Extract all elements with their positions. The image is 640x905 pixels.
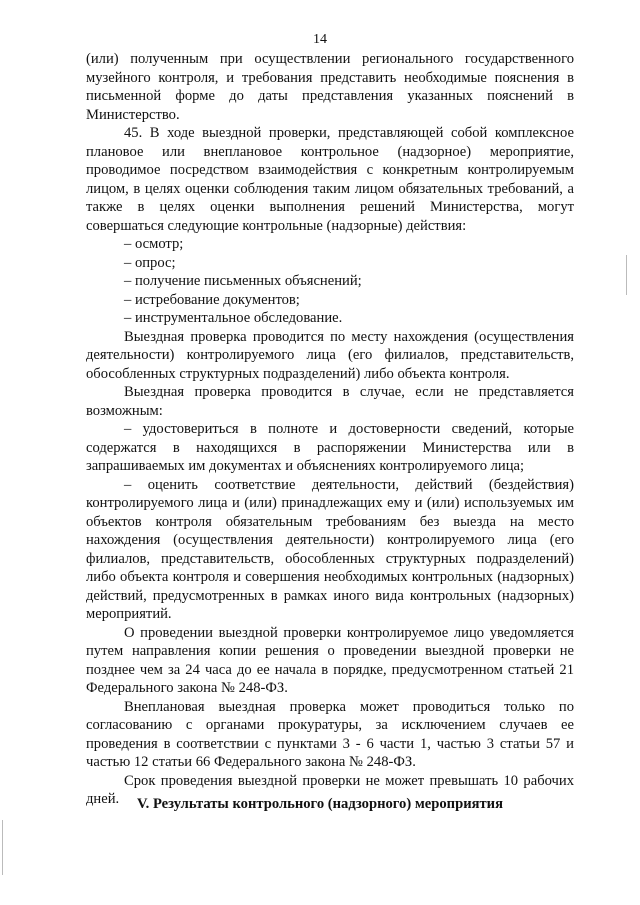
scan-margin-mark — [2, 820, 3, 875]
page-number: 14 — [313, 32, 327, 47]
actions-list — [86, 235, 574, 328]
list-item: – истребование документов; — [124, 291, 300, 308]
paragraph-continuation: (или) полученным при осуществлении регионального государственного музейного контроля, и требования представить необходимые пояснения в письменной форме до даты представления указанных пояснений в Министерство. — [86, 51, 574, 123]
list-item: – получение письменных объяснений; — [124, 273, 362, 289]
document-body — [86, 50, 574, 809]
list-item: – опрос; — [124, 254, 176, 271]
paragraph-45: 45. В ходе выездной проверки, представляющей собой комплексное плановое или внеплановое контрольное (надзорное) мероприятие, проводимое посредством взаимодействия с конкретным контролируемым лицом, в целях оценки соблюдения таким лицом обязательных требований, а также в целях оценки выполнения решений Министерства, могут совершаться следующие контрольные (надзорные) действия: — [86, 125, 574, 234]
paragraph-duration: Срок проведения выездной проверки не может превышать 10 рабочих дней. — [86, 772, 574, 807]
scan-margin-mark — [626, 255, 627, 295]
paragraph-notification: О проведении выездной проверки контролируемое лицо уведомляется путем направления копии решения о проведении выездной проверки не позднее чем за 24 часа до ее начала в порядке, предусмотренном статьей 21 Федерального закона № 248-ФЗ. — [86, 624, 574, 696]
list-item: – осмотр; — [124, 236, 184, 252]
paragraph-conditions: Выездная проверка проводится в случае, если не представляется возможным: — [86, 384, 574, 419]
list-item: – инструментальное обследование. — [124, 310, 343, 326]
paragraph-condition-verify: – удостовериться в полноте и достоверности сведений, которые содержатся в находящихся в распоряжении Министерства или в запрашиваемых им документах и объяснениях контролируемого лица; — [86, 421, 574, 474]
paragraph-condition-assess: – оценить соответствие деятельности, действий (бездействия) контролируемого лица и (или) принадлежащих ему и (или) используемых им объектов контроля обязательным требованиям без выезда на место нахождения (осуществления деятельности) контролируемого лица (его филиалов, представительств, обособленных структурных подразделений) либо объекта контроля и совершения необходимых контрольных (надзорных) действий, предусмотренных в рамках иного вида контрольных (надзорных) мероприятий. — [86, 476, 574, 622]
paragraph-unscheduled: Внеплановая выездная проверка может проводиться только по согласованию с органами прокуратуры, за исключением случаев ее проведения в соответствии с пунктами 3 - 6 части 1, частью 3 статьи 57 и частью 12 статьи 66 Федерального закона № 248-ФЗ. — [86, 698, 574, 770]
section-heading: V. Результаты контрольного (надзорного) мероприятия — [136, 796, 503, 812]
paragraph-location: Выездная проверка проводится по месту нахождения (осуществления деятельности) контролируемого лица (его филиалов, представительств, обособленных структурных подразделений) либо объекта контроля. — [86, 328, 574, 382]
